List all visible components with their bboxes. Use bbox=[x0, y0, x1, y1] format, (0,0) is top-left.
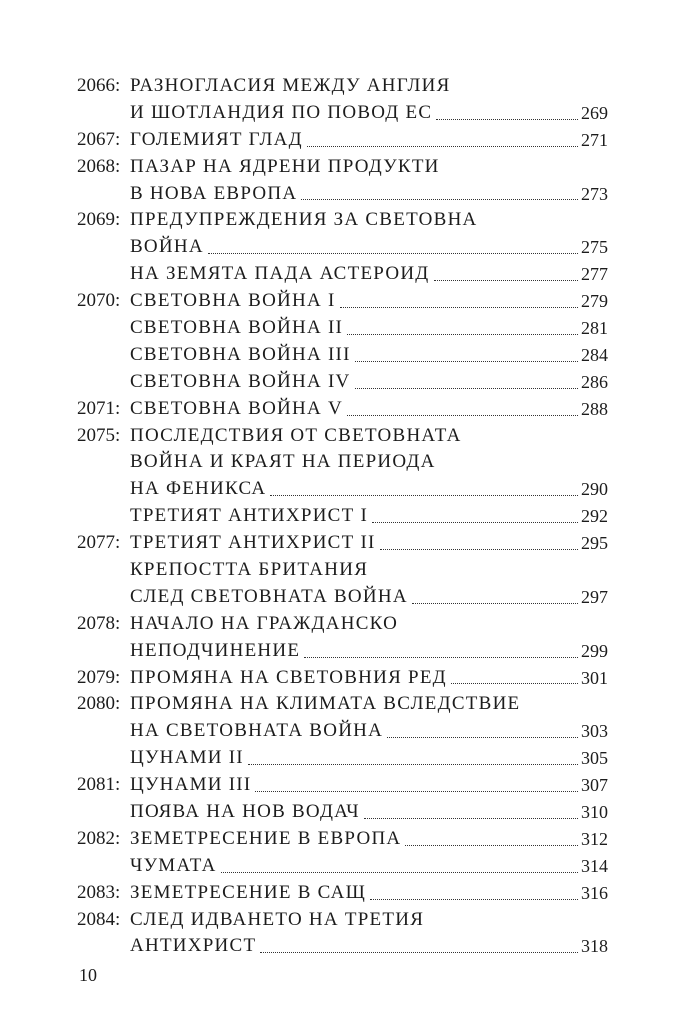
toc-year: 2082: bbox=[77, 827, 121, 849]
toc-entry bbox=[77, 476, 608, 503]
dot-leader bbox=[387, 736, 578, 738]
table-of-contents bbox=[77, 73, 608, 960]
toc-entry bbox=[77, 154, 608, 181]
toc-entry bbox=[77, 181, 608, 208]
toc-entry bbox=[77, 691, 608, 718]
toc-entry bbox=[77, 449, 608, 476]
toc-title: ВОЙНА bbox=[130, 236, 204, 258]
toc-page-number: 299 bbox=[581, 640, 608, 661]
dot-leader bbox=[208, 252, 578, 254]
dot-leader bbox=[436, 118, 578, 120]
toc-entry bbox=[77, 665, 608, 692]
toc-page-number: 314 bbox=[581, 855, 608, 876]
toc-entry bbox=[77, 288, 608, 315]
toc-title: И ШОТЛАНДИЯ ПО ПОВОД ЕС bbox=[130, 101, 433, 123]
toc-entry bbox=[77, 261, 608, 288]
toc-title: СВЕТОВНА ВОЙНА I bbox=[130, 290, 336, 312]
toc-title: КРЕПОСТТА БРИТАНИЯ bbox=[130, 559, 369, 581]
toc-title: ПАЗАР НА ЯДРЕНИ ПРОДУКТИ bbox=[130, 155, 440, 177]
toc-year: 2068: bbox=[77, 155, 121, 177]
dot-leader bbox=[347, 333, 578, 335]
toc-title: ПРОМЯНА НА КЛИМАТА ВСЛЕДСТВИЕ bbox=[130, 693, 521, 715]
dot-leader bbox=[307, 145, 578, 147]
toc-page-number: 286 bbox=[581, 371, 608, 392]
toc-year: 2079: bbox=[77, 666, 121, 688]
toc-page-number: 269 bbox=[581, 102, 608, 123]
toc-page-number: 303 bbox=[581, 721, 608, 742]
toc-entry bbox=[77, 73, 608, 100]
toc-entry bbox=[77, 207, 608, 234]
toc-year: 2077: bbox=[77, 532, 121, 554]
toc-title: ПРЕДУПРЕЖДЕНИЯ ЗА СВЕТОВНА bbox=[130, 209, 478, 231]
toc-title: ЦУНАМИ II bbox=[130, 747, 244, 769]
toc-entry bbox=[77, 907, 608, 934]
dot-leader bbox=[221, 871, 578, 873]
dot-leader bbox=[260, 951, 578, 953]
toc-year: 2084: bbox=[77, 908, 121, 930]
toc-title: РАЗНОГЛАСИЯ МЕЖДУ АНГЛИЯ bbox=[130, 74, 451, 96]
toc-year: 2081: bbox=[77, 774, 121, 796]
toc-title: ЧУМАТА bbox=[130, 854, 217, 876]
toc-page-number: 279 bbox=[581, 291, 608, 312]
dot-leader bbox=[347, 414, 578, 416]
toc-page-number: 292 bbox=[581, 506, 608, 527]
toc-title: НЕПОДЧИНЕНИЕ bbox=[130, 639, 301, 661]
toc-year: 2071: bbox=[77, 397, 121, 419]
toc-page-number: 271 bbox=[581, 129, 608, 150]
toc-entry bbox=[77, 772, 608, 799]
toc-entry bbox=[77, 745, 608, 772]
toc-year: 2070: bbox=[77, 290, 121, 312]
toc-title: ЗЕМЕТРЕСЕНИЕ В ЕВРОПА bbox=[130, 827, 402, 849]
dot-leader bbox=[255, 790, 578, 792]
toc-entry bbox=[77, 557, 608, 584]
dot-leader bbox=[301, 198, 578, 200]
page-number: 10 bbox=[79, 965, 97, 985]
toc-page-number: 273 bbox=[581, 183, 608, 204]
toc-title: ВОЙНА И КРАЯТ НА ПЕРИОДА bbox=[130, 451, 436, 473]
toc-page-number: 307 bbox=[581, 775, 608, 796]
toc-page-number: 275 bbox=[581, 237, 608, 258]
toc-entry bbox=[77, 826, 608, 853]
toc-title: СВЕТОВНА ВОЙНА V bbox=[130, 397, 343, 419]
dot-leader bbox=[248, 763, 578, 765]
dot-leader bbox=[380, 548, 578, 550]
toc-page-number: 284 bbox=[581, 344, 608, 365]
toc-title: АНТИХРИСТ bbox=[130, 935, 257, 957]
toc-year: 2078: bbox=[77, 612, 121, 634]
toc-entry bbox=[77, 342, 608, 369]
toc-title: СВЕТОВНА ВОЙНА IV bbox=[130, 370, 351, 392]
toc-page-number: 290 bbox=[581, 479, 608, 500]
toc-entry bbox=[77, 718, 608, 745]
toc-page-number: 312 bbox=[581, 828, 608, 849]
toc-entry bbox=[77, 530, 608, 557]
toc-title: ПОСЛЕДСТВИЯ ОТ СВЕТОВНАТА bbox=[130, 424, 462, 446]
toc-year: 2066: bbox=[77, 74, 121, 96]
toc-year: 2083: bbox=[77, 881, 121, 903]
toc-page-number: 305 bbox=[581, 748, 608, 769]
toc-title: В НОВА ЕВРОПА bbox=[130, 182, 298, 204]
toc-entry bbox=[77, 234, 608, 261]
toc-page-number: 281 bbox=[581, 318, 608, 338]
toc-entry bbox=[77, 100, 608, 127]
toc-title: ЗЕМЕТРЕСЕНИЕ В САЩ bbox=[130, 881, 367, 903]
toc-page-number: 295 bbox=[581, 533, 608, 554]
dot-leader bbox=[340, 306, 578, 308]
toc-title: СВЕТОВНА ВОЙНА III bbox=[130, 343, 351, 365]
toc-year: 2080: bbox=[77, 693, 121, 715]
toc-page-number: 310 bbox=[581, 802, 608, 823]
dot-leader bbox=[304, 656, 578, 658]
toc-page-number: 316 bbox=[581, 882, 608, 903]
toc-page-number: 288 bbox=[581, 398, 608, 419]
toc-title: ТРЕТИЯТ АНТИХРИСТ II bbox=[130, 532, 376, 554]
toc-entry bbox=[77, 611, 608, 638]
toc-title: НА ЗЕМЯТА ПАДА АСТЕРОИД bbox=[130, 263, 430, 285]
dot-leader bbox=[405, 844, 578, 846]
toc-entry bbox=[77, 880, 608, 907]
toc-title: НА СВЕТОВНАТА ВОЙНА bbox=[130, 720, 384, 742]
dot-leader bbox=[434, 279, 579, 281]
toc-page-number: 301 bbox=[581, 667, 608, 688]
toc-title: ПРОМЯНА НА СВЕТОВНИЯ РЕД bbox=[130, 666, 447, 688]
toc-title: СВЕТОВНА ВОЙНА II bbox=[130, 317, 344, 338]
toc-entry bbox=[77, 127, 608, 154]
dot-leader bbox=[372, 521, 578, 523]
toc-title: ЦУНАМИ III bbox=[130, 774, 252, 796]
toc-entry bbox=[77, 934, 608, 961]
toc-title: ГОЛЕМИЯТ ГЛАД bbox=[130, 128, 303, 150]
toc-entry bbox=[77, 853, 608, 880]
dot-leader bbox=[364, 817, 578, 819]
toc-entry bbox=[77, 396, 608, 423]
toc-entry bbox=[77, 369, 608, 396]
toc-title: СЛЕД ИДВАНЕТО НА ТРЕТИЯ bbox=[130, 908, 425, 930]
dot-leader bbox=[370, 898, 578, 900]
toc-year: 2067: bbox=[77, 128, 121, 150]
toc-page-number: 277 bbox=[581, 264, 608, 285]
toc-title: НАЧАЛО НА ГРАЖДАНСКО bbox=[130, 612, 399, 634]
toc-year: 2069: bbox=[77, 209, 121, 231]
toc-entry bbox=[77, 503, 608, 530]
toc-year: 2075: bbox=[77, 424, 121, 446]
toc-page-number: 318 bbox=[581, 936, 608, 957]
toc-title: ТРЕТИЯТ АНТИХРИСТ I bbox=[130, 505, 369, 527]
toc-title: ПОЯВА НА НОВ ВОДАЧ bbox=[130, 801, 360, 823]
dot-leader bbox=[355, 387, 579, 389]
dot-leader bbox=[355, 360, 578, 362]
toc-title: СЛЕД СВЕТОВНАТА ВОЙНА bbox=[130, 585, 408, 607]
toc-entry bbox=[77, 799, 608, 826]
toc-entry bbox=[77, 315, 608, 342]
toc-entry bbox=[77, 584, 608, 611]
toc-entry bbox=[77, 423, 608, 450]
dot-leader bbox=[451, 682, 578, 684]
toc-title: НА ФЕНИКСА bbox=[130, 478, 267, 500]
dot-leader bbox=[270, 494, 578, 496]
toc-page-number: 297 bbox=[581, 586, 608, 607]
dot-leader bbox=[412, 602, 578, 604]
toc-entry bbox=[77, 638, 608, 665]
